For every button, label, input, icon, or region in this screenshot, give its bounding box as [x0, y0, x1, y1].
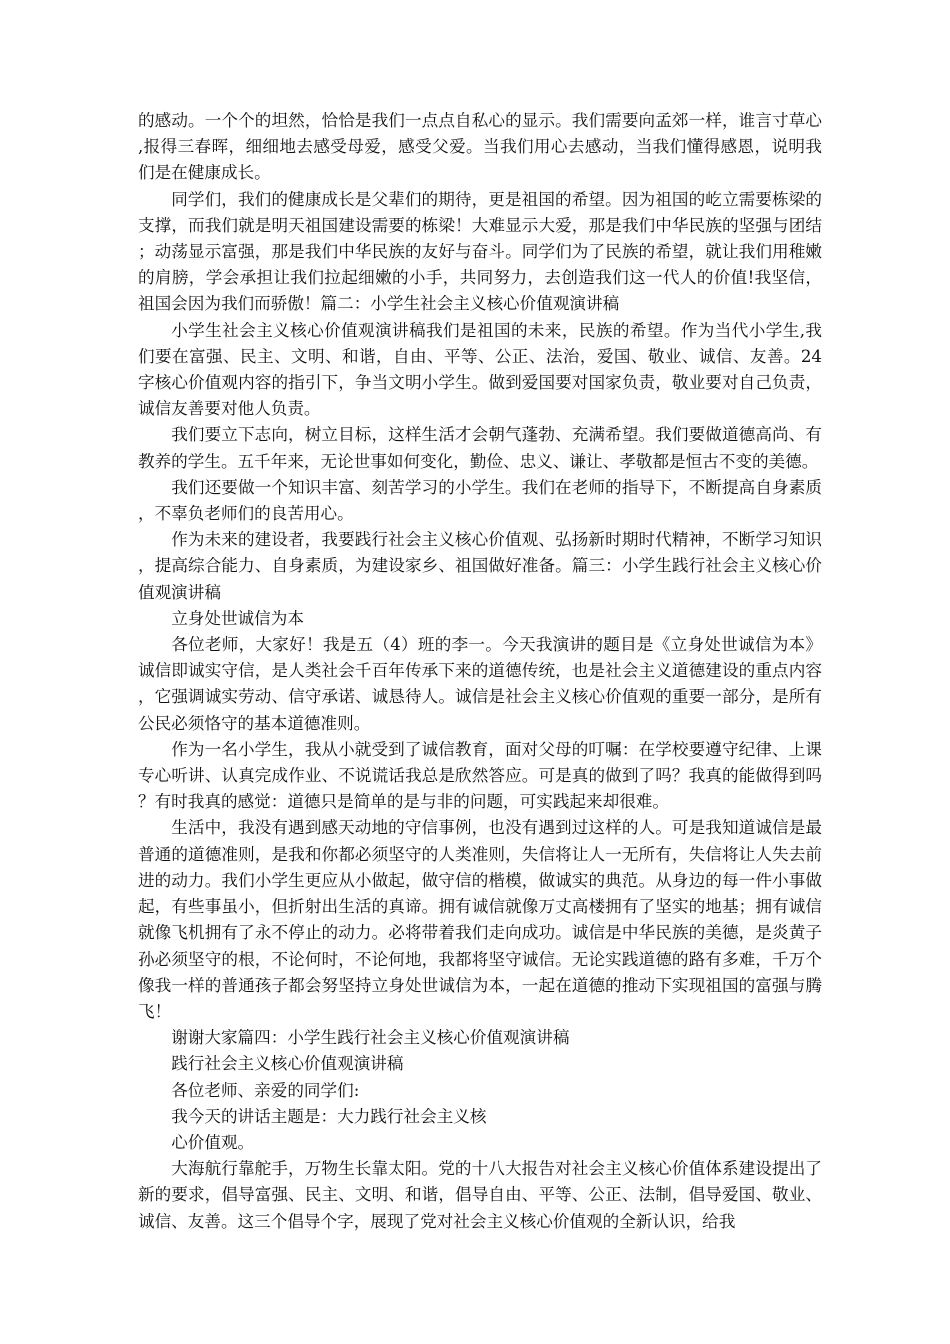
paragraph: 作为一名小学生，我从小就受到了诚信教育，面对父母的叮嘱：在学校要遵守纪律、上课专心听讲、认真完成作业、不说谎话我总是欣然答应。可是真的做到了吗？我真的能做得到吗？有时我真的感觉：道德只是简单的是与非的问题，可实践起来却很难。 [138, 739, 822, 812]
paragraph: 我今天的讲话主题是：大力践行社会主义核 [171, 1106, 487, 1126]
paragraph: 同学们，我们的健康成长是父辈们的期待，更是祖国的希望。因为祖国的屹立需要栋梁的支撑，而我们就是明天祖国建设需要的栋梁！大难显示大爱，那是我们中华民族的坚强与团结；动荡显示富强，那是我们中华民族的友好与奋斗。同学们为了民族的希望，就让我们用稚嫩的肩膀，学会承担让我们拉起细嫩的小手，共同努力，去创造我们这一代人的价值!我坚信，祖国会因为我们而骄傲！篇二：小学生社会主义核心价值观演讲稿 [138, 189, 822, 314]
paragraph: 生活中，我没有遇到感天动地的守信事例，也没有遇到过这样的人。可是我知道诚信是最普通的道德准则，是我和你都必须坚守的人类准则，失信将让人一无所有，失信将让人失去前进的动力。我们小学生更应从小做起，做守信的楷模，做诚实的典范。从身边的每一件小事做起，有些事虽小，但折射出生活的真谛。拥有诚信就像万丈高楼拥有了坚实的地基；拥有诚信就像飞机拥有了永不停止的动力。必将带着我们走向成功。诚信是中华民族的美德，是炎黄子孙必须坚守的根，不论何时，不论何地，我都将坚守诚信。无论实践道德的路有多难，千万个像我一样的普通孩子都会努坚持立身处世诚信为本，一起在道德的推动下实现祖国的富强与腾飞！ [138, 818, 822, 1021]
paragraph: 我们还要做一个知识丰富、刻苦学习的小学生。我们在老师的指导下，不断提高自身素质，不辜负老师们的良苦用心。 [138, 477, 822, 524]
document-body [138, 108, 822, 1235]
greeting: 各位老师、亲爱的同学们: [171, 1080, 360, 1100]
paragraph: 各位老师，大家好！我是五（4）班的李一。今天我演讲的题目是《立身处世诚信为本》诚信即诚实守信，是人类社会千百年传承下来的道德传统，也是社会主义道德建设的重点内容，它强调诚实劳动、信守承诺、诚恳待人。诚信是社会主义核心价值观的重要一部分，是所有公民必须恪守的基本道德准则。 [138, 635, 822, 733]
paragraph: 我们要立下志向，树立目标，这样生活才会朝气蓬勃、充满希望。我们要做道德高尚、有教养的学生。五千年来，无论世事如何变化，勤俭、忠义、谦让、孝敬都是恒古不变的美德。 [138, 425, 822, 471]
speech-title: 践行社会主义核心价值观演讲稿 [171, 1054, 404, 1074]
paragraph: 大海航行靠舵手，万物生长靠太阳。党的十八大报告对社会主义核心价值体系建设提出了新的要求，倡导富强、民主、文明、和谐，倡导自由、平等、公正、法制，倡导爱国、敬业、诚信、友善。这三个倡导个字，展现了党对社会主义核心价值观的全新认识，给我 [138, 1159, 822, 1231]
paragraph: 谢谢大家篇四：小学生践行社会主义核心价值观演讲稿 [171, 1028, 570, 1048]
paragraph: 心价值观。 [171, 1132, 255, 1152]
speech-title: 立身处世诚信为本 [171, 608, 304, 628]
paragraph-continuation: 的感动。一个个的坦然，恰恰是我们一点点自私心的显示。我们需要向孟郊一样，谁言寸草心,报得三春晖，细细地去感受母爱，感受父爱。当我们用心去感动，当我们懂得感恩，说明我们是在健康成长。 [138, 111, 822, 183]
paragraph: 作为未来的建设者，我要践行社会主义核心价值观、弘扬新时期时代精神，不断学习知识，提高综合能力、自身素质，为建设家乡、祖国做好准备。篇三：小学生践行社会主义核心价值观演讲稿 [138, 530, 822, 602]
paragraph: 小学生社会主义核心价值观演讲稿我们是祖国的未来，民族的希望。作为当代小学生,我们要在富强、民主、文明、和谐，自由、平等、公正、法治，爱国、敬业、诚信、友善。24字核心价值观内容的指引下，争当文明小学生。做到爱国要对国家负责，敬业要对自己负责，诚信友善要对他人负责。 [138, 320, 822, 419]
